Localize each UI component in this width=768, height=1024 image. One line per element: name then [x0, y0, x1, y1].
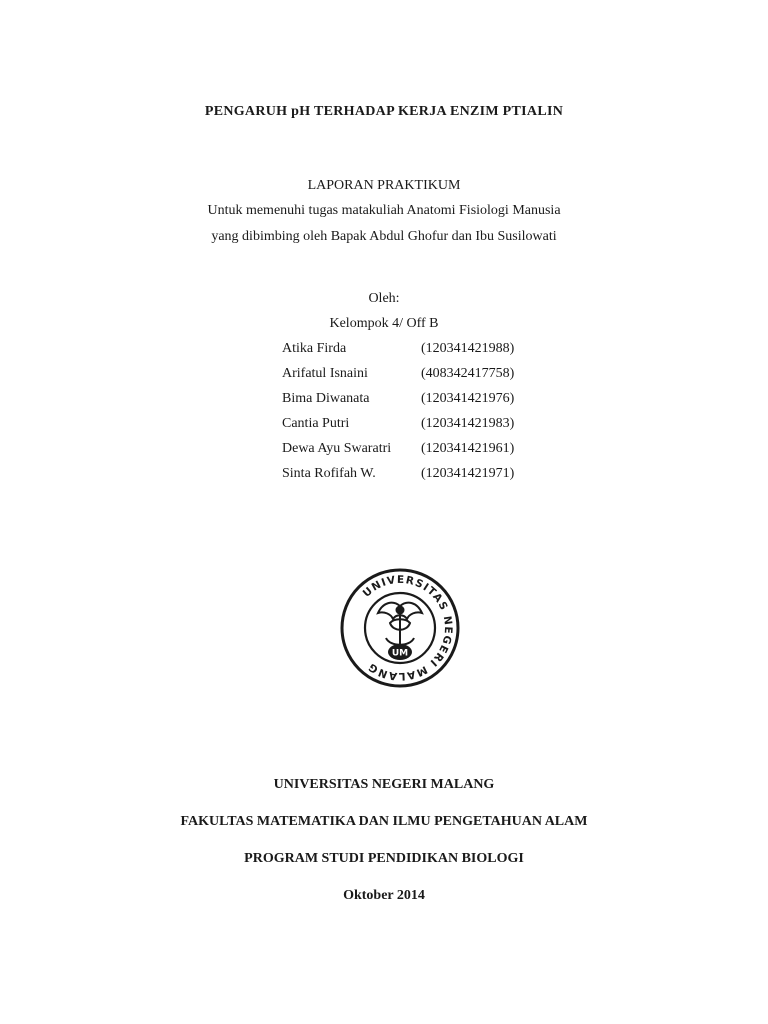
report-type: LAPORAN PRAKTIKUM [307, 178, 461, 193]
faculty-name: FAKULTAS MATEMATIKA DAN ILMU PENGETAHUAN ALAM [180, 814, 588, 829]
member-row [282, 440, 582, 458]
member-id: (120341421971) [421, 466, 515, 481]
member-id: (120341421988) [421, 341, 515, 356]
member-id: (120341421976) [421, 391, 515, 406]
member-row [282, 415, 582, 433]
member-name: Bima Diwanata [282, 391, 370, 406]
by-label: Oleh: [368, 291, 400, 306]
member-name: Arifatul Isnaini [282, 366, 368, 381]
program-name: PROGRAM STUDI PENDIDIKAN BIOLOGI [244, 851, 524, 866]
group-label: Kelompok 4/ Off B [329, 316, 439, 331]
member-name: Sinta Rofifah W. [282, 466, 376, 481]
report-purpose: Untuk memenuhi tugas matakuliah Anatomi Fisiologi Manusia [207, 203, 561, 218]
member-row [282, 390, 582, 408]
report-date: Oktober 2014 [343, 888, 425, 903]
member-id: (120341421961) [421, 441, 515, 456]
member-row [282, 340, 582, 358]
report-title: PENGARUH pH TERHADAP KERJA ENZIM PTIALIN [204, 104, 564, 119]
seal-monogram: UM [391, 648, 409, 659]
member-id: (120341421983) [421, 416, 515, 431]
member-name: Dewa Ayu Swaratri [282, 441, 392, 456]
member-name: Atika Firda [282, 341, 347, 356]
seal-ring-text: UNIVERSITAS NEGERI MALANG [360, 573, 455, 683]
member-id: (408342417758) [421, 366, 515, 381]
member-name: Cantia Putri [282, 416, 350, 431]
university-name: UNIVERSITAS NEGERI MALANG [273, 777, 495, 792]
university-seal-icon [338, 566, 462, 690]
report-supervisors: yang dibimbing oleh Bapak Abdul Ghofur dan Ibu Susilowati [211, 229, 557, 244]
member-row [282, 365, 582, 383]
member-row [282, 465, 582, 483]
